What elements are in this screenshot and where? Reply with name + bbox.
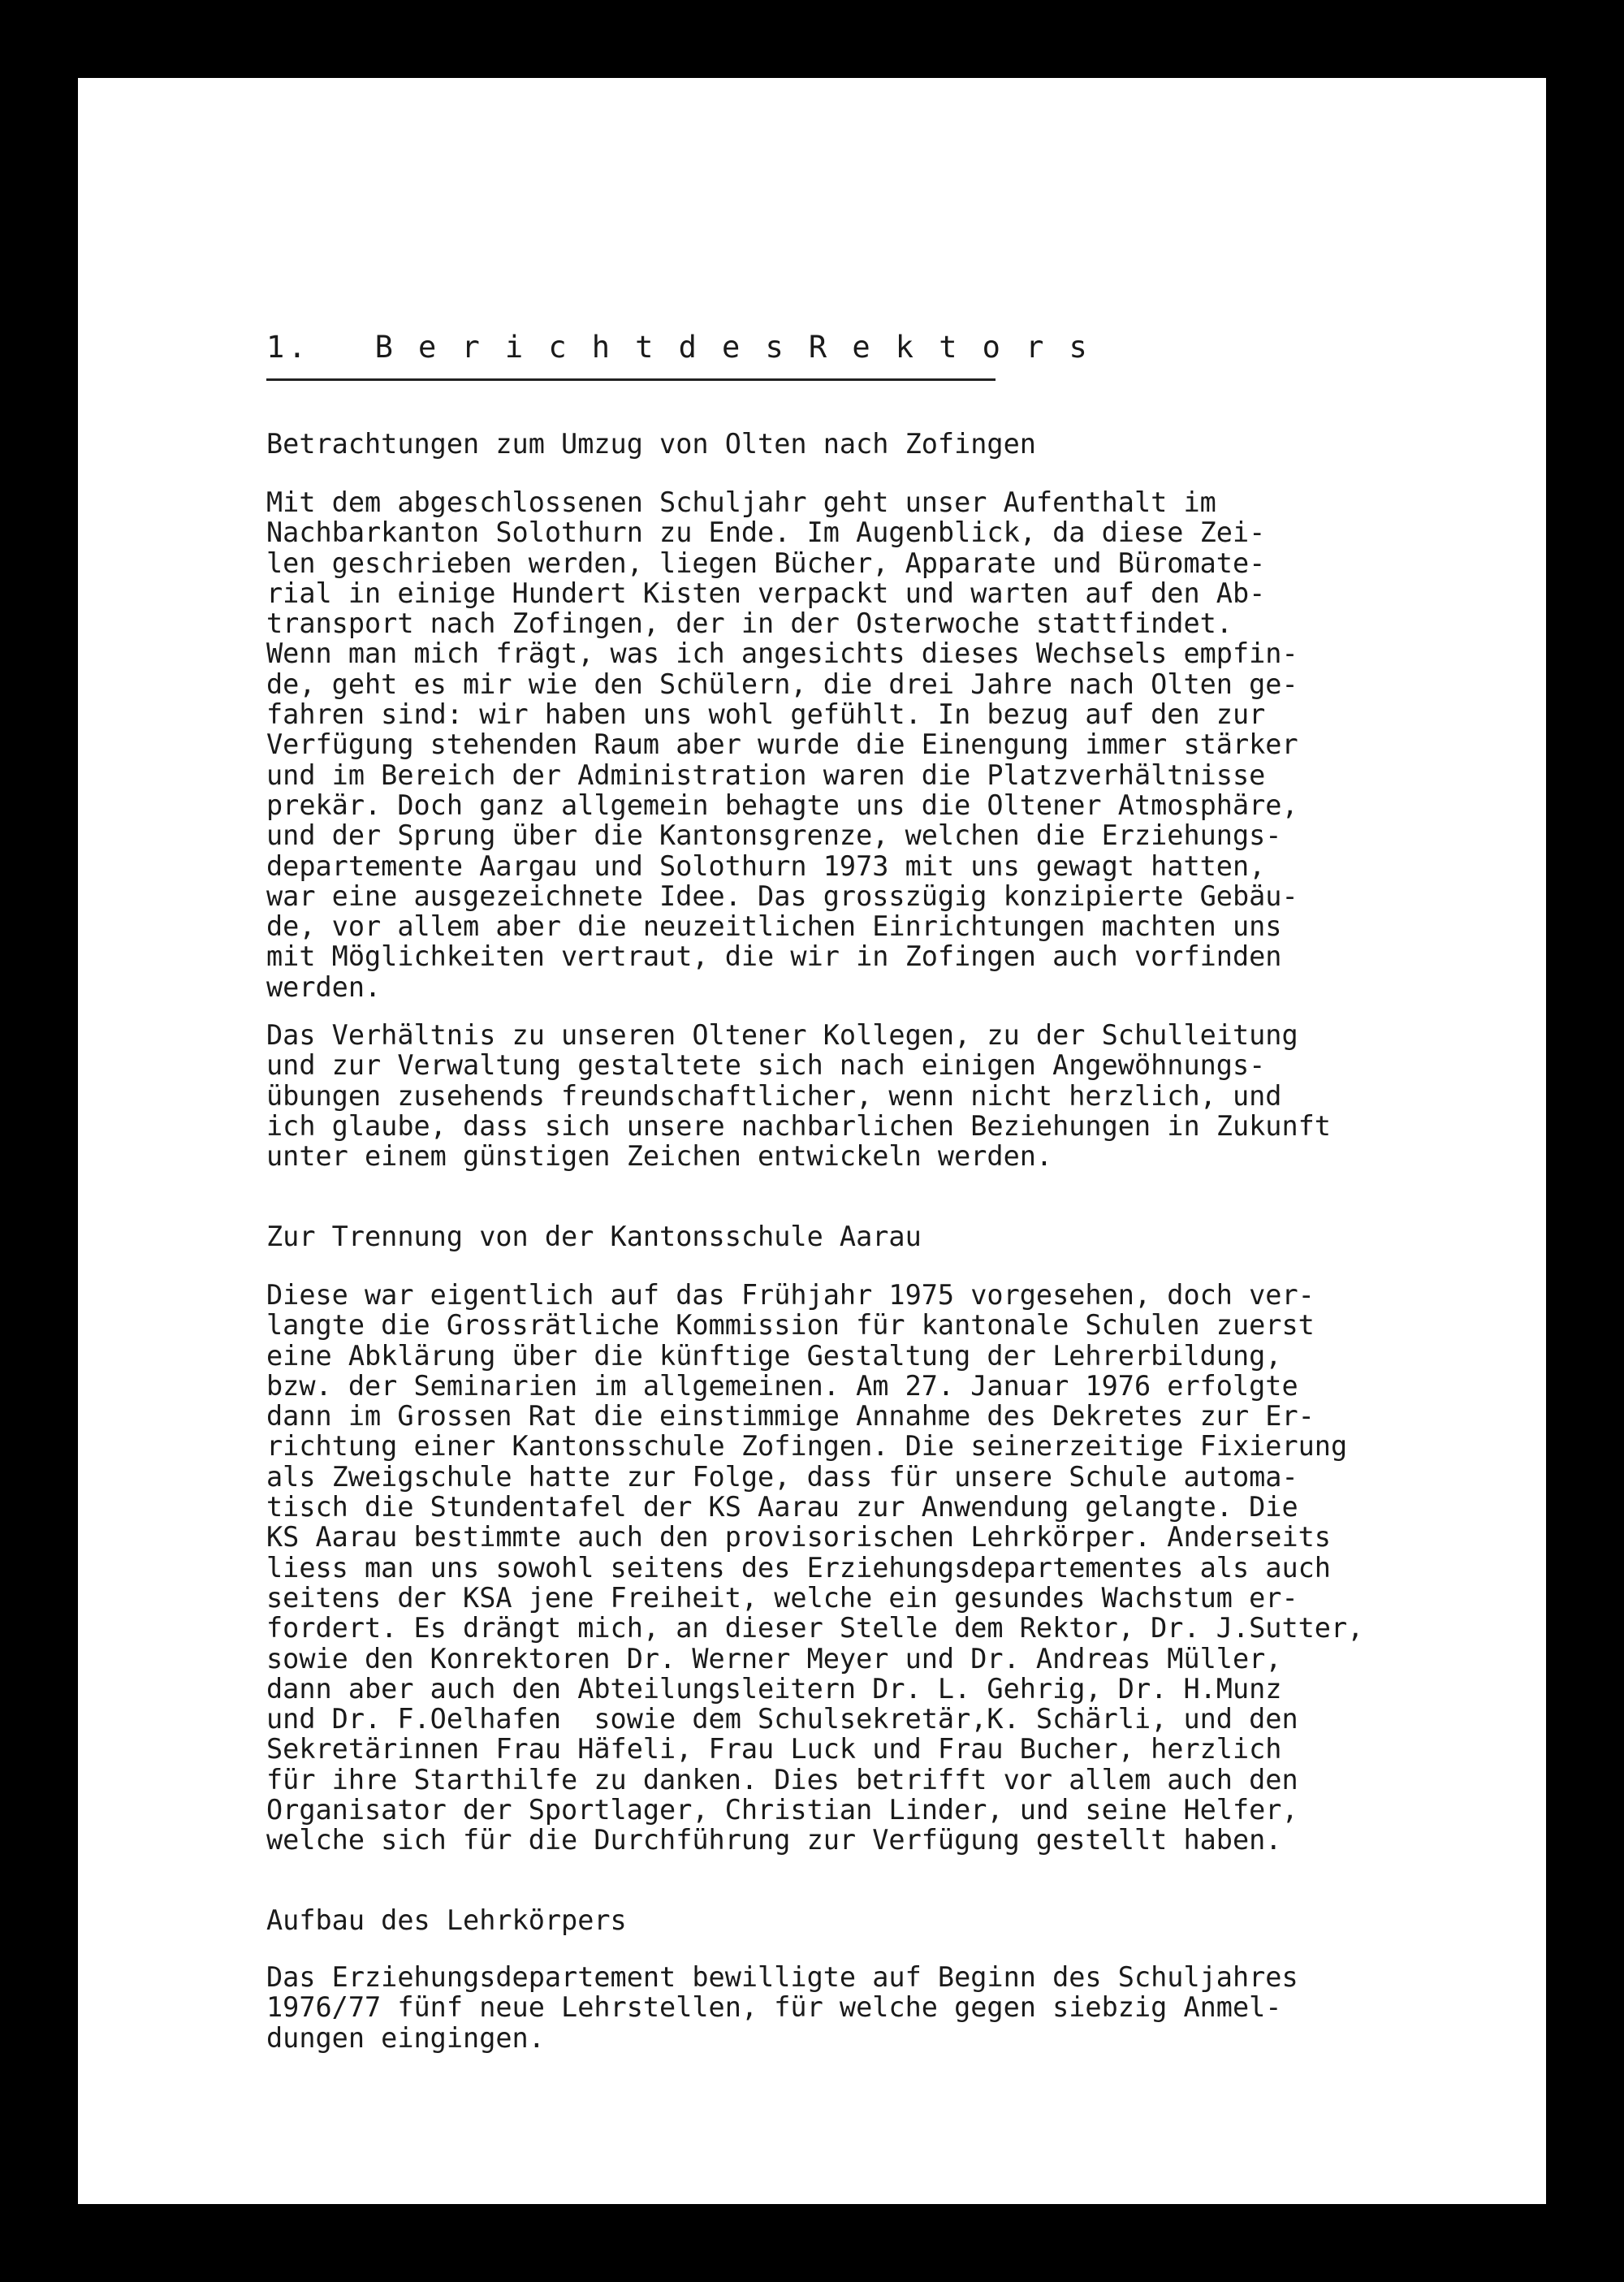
text-line: dann im Grossen Rat die einstimmige Annahme des Dekretes zur Er-: [266, 1400, 1315, 1433]
text-line: unter einem günstigen Zeichen entwickeln werden.: [266, 1140, 1053, 1173]
text-line: prekär. Doch ganz allgemein behagte uns die Oltener Atmosphäre,: [266, 789, 1298, 821]
text-line: und im Bereich der Administration waren die Platzverhältnisse: [266, 759, 1266, 791]
text-line: de, vor allem aber die neuzeitlichen Einrichtungen machten uns: [266, 910, 1282, 943]
text-line: war eine ausgezeichnete Idee. Das grosszügig konzipierte Gebäu-: [266, 880, 1298, 912]
subheading-trennung: Zur Trennung von der Kantonsschule Aarau: [266, 1221, 922, 1252]
heading-underline: [266, 378, 996, 381]
text-line: bzw. der Seminarien im allgemeinen. Am 27. Januar 1976 erfolgte: [266, 1369, 1298, 1402]
text-line: KS Aarau bestimmte auch den provisorischen Lehrkörper. Anderseits: [266, 1521, 1331, 1554]
text-line: welche sich für die Durchführung zur Verfügung gestellt haben.: [266, 1824, 1282, 1856]
text-line: Das Verhältnis zu unseren Oltener Kollegen, zu der Schulleitung: [266, 1019, 1298, 1051]
text-line: Mit dem abgeschlossenen Schuljahr geht unser Aufenthalt im: [266, 486, 1216, 518]
subheading-umzug: Betrachtungen zum Umzug von Olten nach Zofingen: [266, 428, 1036, 460]
text-line: Nachbarkanton Solothurn zu Ende. Im Augenblick, da diese Zei-: [266, 516, 1266, 549]
text-line: len geschrieben werden, liegen Bücher, Apparate und Büromate-: [266, 547, 1266, 579]
text-line: dungen eingingen.: [266, 2021, 545, 2054]
text-line: als Zweigschule hatte zur Folge, dass für unsere Schule automa-: [266, 1460, 1298, 1493]
text-line: departemente Aargau und Solothurn 1973 mit uns gewagt hatten,: [266, 849, 1266, 882]
document-page: [78, 78, 1546, 2204]
text-line: mit Möglichkeiten vertraut, die wir in Zofingen auch vorfinden: [266, 940, 1282, 973]
text-line: fordert. Es drängt mich, an dieser Stelle dem Rektor, Dr. J.Sutter,: [266, 1612, 1364, 1645]
text-line: de, geht es mir wie den Schülern, die drei Jahre nach Olten ge-: [266, 668, 1298, 700]
text-line: eine Abklärung über die künftige Gestaltung der Lehrerbildung,: [266, 1339, 1282, 1372]
text-line: übungen zusehends freundschaftlicher, wenn nicht herzlich, und: [266, 1079, 1282, 1112]
text-line: Wenn man mich frägt, was ich angesichts dieses Wechsels empfin-: [266, 637, 1298, 670]
text-line: liess man uns sowohl seitens des Erziehungsdepartementes als auch: [266, 1551, 1331, 1584]
text-line: tisch die Stundentafel der KS Aarau zur Anwendung gelangte. Die: [266, 1491, 1298, 1523]
text-line: Sekretärinnen Frau Häfeli, Frau Luck und Frau Bucher, herzlich: [266, 1733, 1282, 1766]
text-line: ich glaube, dass sich unsere nachbarlichen Beziehungen in Zukunft: [266, 1109, 1331, 1142]
text-line: Das Erziehungsdepartement bewilligte auf Beginn des Schuljahres: [266, 1961, 1298, 1993]
text-line: und der Sprung über die Kantonsgrenze, welchen die Erziehungs-: [266, 819, 1282, 852]
text-line: Verfügung stehenden Raum aber wurde die Einengung immer stärker: [266, 728, 1298, 761]
text-line: seitens der KSA jene Freiheit, welche ein gesundes Wachstum er-: [266, 1581, 1298, 1614]
text-line: rial in einige Hundert Kisten verpackt und warten auf den Ab-: [266, 577, 1266, 609]
text-line: sowie den Konrektoren Dr. Werner Meyer und Dr. Andreas Müller,: [266, 1642, 1282, 1675]
text-line: fahren sind: wir haben uns wohl gefühlt. In bezug auf den zur: [266, 698, 1266, 731]
paragraph-aufbau: [266, 1962, 1298, 2053]
paragraph-umzug-2: [266, 1020, 1331, 1171]
paragraph-trennung: [266, 1280, 1363, 1856]
section-title: B e r i c h t d e s R e k t o r s: [374, 330, 1091, 365]
text-line: 1976/77 fünf neue Lehrstellen, für welche gegen siebzig Anmel-: [266, 1991, 1282, 2024]
text-line: langte die Grossrätliche Kommission für kantonale Schulen zuerst: [266, 1309, 1315, 1342]
section-heading: [266, 330, 1091, 365]
section-number: 1.: [266, 330, 310, 365]
text-line: Diese war eigentlich auf das Frühjahr 1975 vorgesehen, doch ver-: [266, 1279, 1315, 1311]
paragraph-umzug-1: [266, 487, 1298, 1002]
text-line: Organisator der Sportlager, Christian Linder, und seine Helfer,: [266, 1794, 1298, 1826]
text-line: und zur Verwaltung gestaltete sich nach einigen Angewöhnungs-: [266, 1049, 1266, 1082]
text-line: für ihre Starthilfe zu danken. Dies betrifft vor allem auch den: [266, 1763, 1298, 1796]
text-line: und Dr. F.Oelhafen sowie dem Schulsekretär,K. Schärli, und den: [266, 1703, 1298, 1735]
text-line: transport nach Zofingen, der in der Osterwoche stattfindet.: [266, 607, 1233, 640]
text-line: dann aber auch den Abteilungsleitern Dr. L. Gehrig, Dr. H.Munz: [266, 1672, 1282, 1705]
text-line: richtung einer Kantonsschule Zofingen. Die seinerzeitige Fixierung: [266, 1430, 1348, 1463]
subheading-aufbau: Aufbau des Lehrkörpers: [266, 1904, 627, 1936]
text-line: werden.: [266, 970, 382, 1003]
